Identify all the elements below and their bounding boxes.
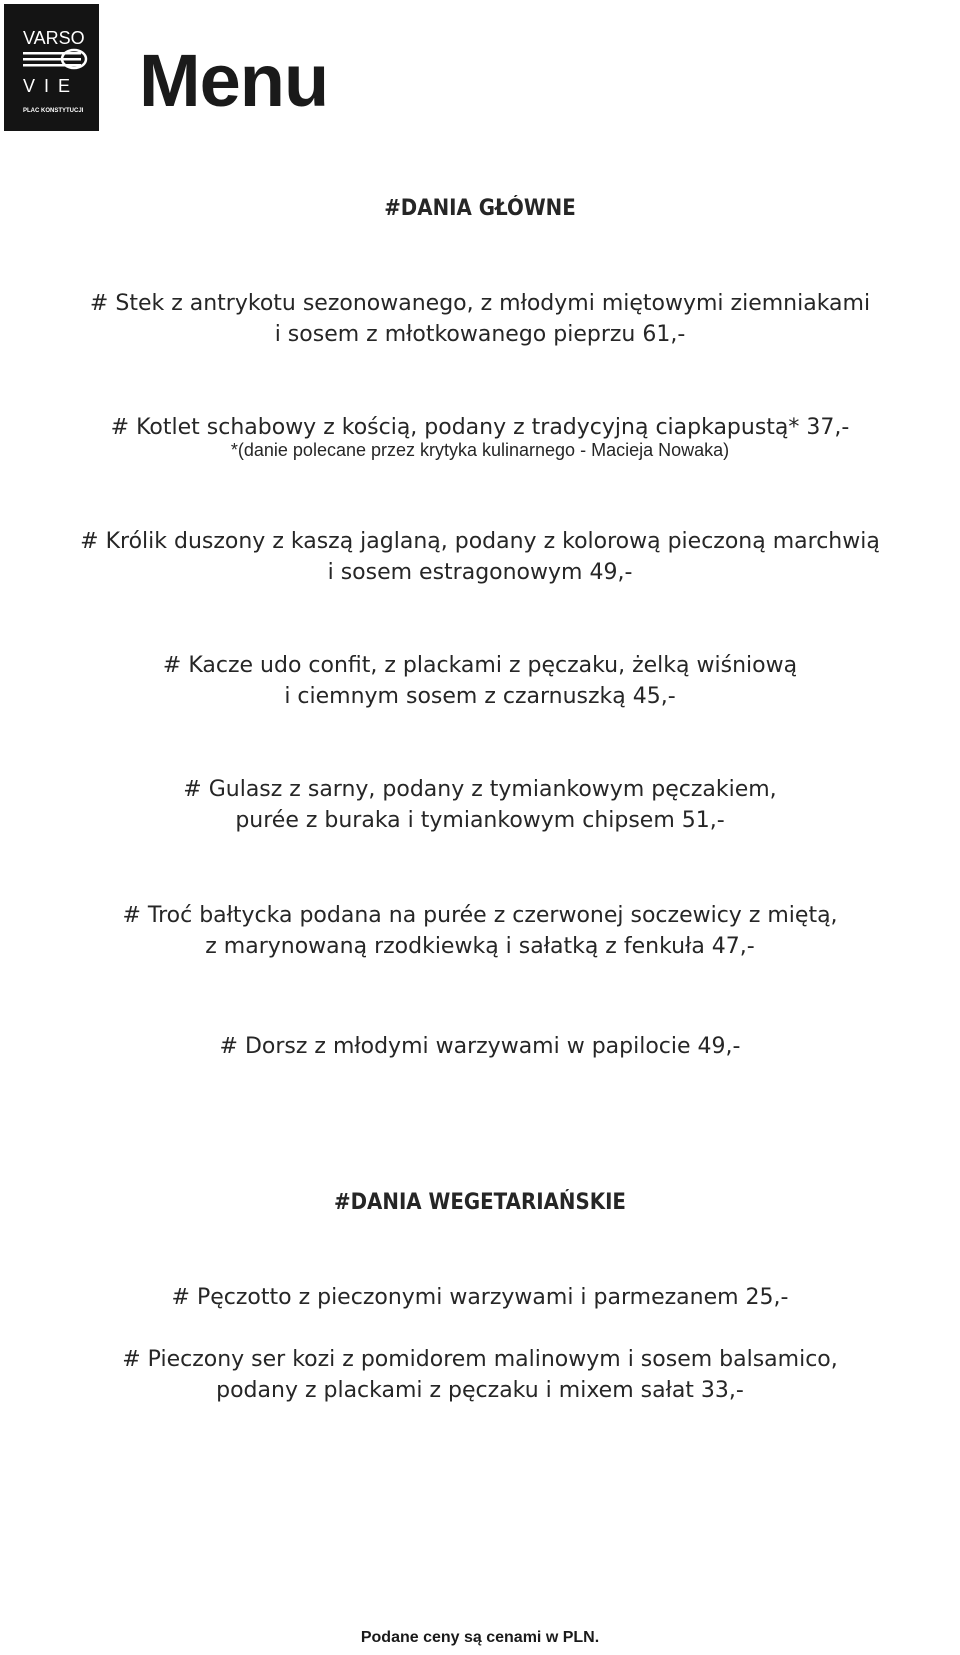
menu-item-note: *(danie polecane przez krytyka kulinarnego - Macieja Nowaka) [230, 440, 730, 460]
menu-item-line: # Stek z antrykotu sezonowanego, z młodymi miętowymi ziemniakami [89, 291, 871, 316]
page-title: Menu [139, 39, 329, 122]
menu-item [0, 288, 960, 350]
menu-item-line: # Gulasz z sarny, podany z tymiankowym pęczakiem, [183, 777, 777, 802]
menu-item [0, 900, 960, 962]
menu-item-line: # Kotlet schabowy z kością, podany z tradycyjną ciapkapustą* 37,- [110, 415, 850, 440]
logo-fork-tines [23, 52, 81, 55]
logo-caption: PLAC KONSTYTUCJI [23, 108, 84, 114]
menu-item-line: i sosem estragonowym 49,- [327, 560, 633, 585]
price-footnote: Podane ceny są cenami w PLN. [360, 1629, 600, 1646]
menu-item [0, 1282, 960, 1313]
section-title-main-dishes: #DANIA GŁÓWNE [384, 196, 576, 221]
menu-item-line: i sosem z młotkowanego pieprzu 61,- [274, 322, 686, 347]
logo-top-text: VARSO [23, 28, 85, 48]
menu-item [0, 774, 960, 836]
menu-item [0, 650, 960, 712]
menu-item-line: # Królik duszony z kaszą jaglaną, podany z kolorową pieczoną marchwią [80, 529, 880, 554]
varso-vie-logo [4, 4, 99, 131]
menu-item-line: podany z plackami z pęczaku i mixem sałat 33,- [216, 1378, 744, 1403]
menu-item-line: # Kacze udo confit, z plackami z pęczaku, żelką wiśniową [162, 653, 798, 678]
menu-item-line: z marynowaną rzodkiewką i sałatką z fenkuła 47,- [205, 934, 755, 959]
section-title-vegetarian: #DANIA WEGETARIAŃSKIE [334, 1190, 626, 1215]
menu-item-line: # Pieczony ser kozi z pomidorem malinowym i sosem balsamico, [122, 1347, 838, 1372]
menu-item-line: # Pęczotto z pieczonymi warzywami i parmezanem 25,- [171, 1285, 789, 1310]
menu-item [0, 1031, 960, 1062]
menu-item-line: # Troć bałtycka podana na purée z czerwonej soczewicy z miętą, [122, 903, 838, 928]
menu-item-line: i ciemnym sosem z czarnuszką 45,- [284, 684, 676, 709]
menu-item-line: purée z buraka i tymiankowym chipsem 51,- [235, 808, 725, 833]
menu-item-line: # Dorsz z młodymi warzywami w papilocie 49,- [219, 1034, 741, 1059]
logo-bottom-text: VIE [23, 76, 80, 96]
menu-item [0, 412, 960, 461]
menu-item [0, 1344, 960, 1406]
menu-item [0, 526, 960, 588]
